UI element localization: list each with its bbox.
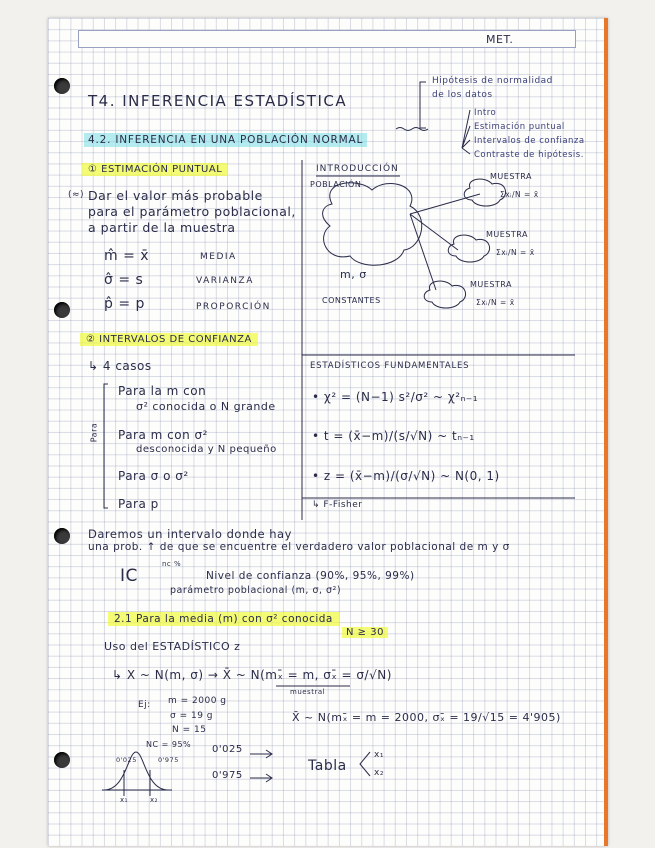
curve-bound (124, 770, 150, 796)
muestra-label: MUESTRA (470, 280, 512, 289)
caso1-n: N ≥ 30 (342, 627, 388, 638)
distribution-line: ↳ X ~ N(m, σ) → X̄ ~ N(mₓ̄ = m, σₓ̄ = σ/√N) (112, 668, 392, 682)
tail-prob: 0'975 (158, 756, 179, 764)
side-note-item: Contraste de hipótesis. (474, 150, 584, 160)
parametro-poblacional: parámetro poblacional (m, σ, σ²) (170, 585, 342, 596)
page-title: T4. INFERENCIA ESTADÍSTICA (88, 92, 348, 110)
side-note-item: Estimación puntual (474, 122, 565, 132)
estimator-symbol: p̂ = p (104, 296, 145, 312)
sample-connector (410, 194, 480, 290)
tail-prob: 0'025 (116, 756, 137, 764)
constantes-label: CONSTANTES (322, 296, 381, 305)
cases-header: ↳ 4 casos (88, 359, 152, 373)
x1-label: x₁ (120, 796, 128, 804)
case-line: Para p (118, 497, 159, 511)
mean-formula: Σxᵢ/N = x̄ (496, 248, 535, 257)
formula: • χ² = (N−1) s²/σ² ~ χ²ₙ₋₁ (312, 390, 479, 404)
nc-label: NC = 95% (146, 740, 192, 749)
caso1-title: 2.1 Para la media (m) con σ² conocida (108, 612, 339, 626)
result-arrow (250, 774, 272, 782)
ic-superscript: nc % (162, 560, 182, 568)
muestra-cloud (448, 235, 489, 262)
case-line: Para m con σ² (118, 428, 208, 442)
section1-line: para el parámetro poblacional, (88, 204, 296, 219)
mean-formula: Σxᵢ/N = x̄ (500, 190, 539, 199)
side-note-connector (462, 110, 470, 154)
para-label: Para (89, 422, 99, 443)
case-line: σ² conocida o N grande (136, 400, 276, 413)
uso-estadistico: Uso del ESTADÍSTICO z (104, 640, 241, 653)
estadisticos-title: ESTADÍSTICOS FUNDAMENTALES (310, 361, 470, 371)
daremos-line1: Daremos un intervalo donde hay (88, 527, 292, 541)
case-line: desconocida y N pequeño (136, 444, 277, 455)
estimator-label: VARIANZA (196, 276, 254, 286)
x2-label: x₂ (150, 796, 158, 804)
cases-brace (104, 384, 108, 508)
ej-result: X̄ ~ N(mₓ̄ = m = 2000, σₓ̄ = 19/√15 = 4'905) (292, 711, 561, 724)
estimator-symbol: σ̂ = s (104, 272, 144, 288)
muestra-cloud (464, 179, 505, 206)
section1-title: ① ESTIMACIÓN PUNTUAL (82, 163, 228, 176)
header-tag: MET. (486, 33, 514, 46)
formula: • t = (x̄−m)/(s/√N) ~ tₙ₋₁ (312, 429, 475, 443)
muestra-cloud (424, 281, 465, 308)
tabla-bracket (360, 752, 370, 776)
estimator-label: MEDIA (200, 252, 237, 262)
side-note-item: Intervalos de confianza (474, 136, 585, 146)
prob-value: 0'025 (212, 744, 243, 755)
daremos-line2: una prob. ↑ de que se encuentre el verdadero valor poblacional de m y σ (88, 541, 510, 553)
side-note-bracket (420, 82, 426, 128)
muestra-label: MUESTRA (490, 172, 532, 181)
case-line: Para σ o σ² (118, 469, 189, 483)
mean-formula: Σxᵢ/N = x̄ (476, 298, 515, 307)
side-note-line2: de los datos (432, 90, 493, 100)
poblacion-label: POBLACIÓN (310, 180, 362, 189)
case-line: Para la m con (118, 384, 207, 398)
muestra-label: MUESTRA (486, 230, 528, 239)
params-label: m, σ (340, 268, 367, 281)
section1-line: Dar el valor más probable (88, 188, 263, 203)
ej-value: N = 15 (172, 725, 207, 735)
x2-label: x₂ (374, 768, 384, 778)
section2-title: ② INTERVALOS DE CONFIANZA (80, 333, 258, 346)
ej-value: m = 2000 g (168, 696, 227, 706)
intro-title: INTRODUCCIÓN (316, 164, 399, 174)
formula: • z = (x̄−m)/(σ/√N) ~ N(0, 1) (312, 469, 500, 483)
bell-curve (104, 752, 168, 790)
result-arrow (250, 750, 272, 758)
poblacion-cloud (323, 183, 422, 265)
section-subtitle: 4.2. INFERENCIA EN UNA POBLACIÓN NORMAL (84, 133, 367, 147)
estimator-symbol: m̂ = x̄ (104, 248, 150, 264)
side-note-item: Intro (474, 108, 497, 118)
side-note-line1: Hipótesis de normalidad (432, 76, 553, 86)
ej-value: σ = 19 g (170, 711, 213, 721)
prob-value: 0'975 (212, 770, 243, 781)
nivel-confianza: Nivel de confianza (90%, 95%, 99%) (206, 570, 415, 582)
note-marker: (≈) (68, 190, 85, 200)
f-fisher: ↳ F-Fisher (312, 500, 363, 510)
estimator-label: PROPORCIÓN (196, 302, 271, 312)
muestral-label: muestral (290, 688, 326, 696)
tabla-label: Tabla (308, 758, 347, 774)
section1-line: a partir de la muestra (88, 220, 236, 235)
ej-label: Ej: (138, 700, 151, 710)
ic-symbol: IC (120, 566, 138, 586)
x1-label: x₁ (374, 750, 384, 760)
